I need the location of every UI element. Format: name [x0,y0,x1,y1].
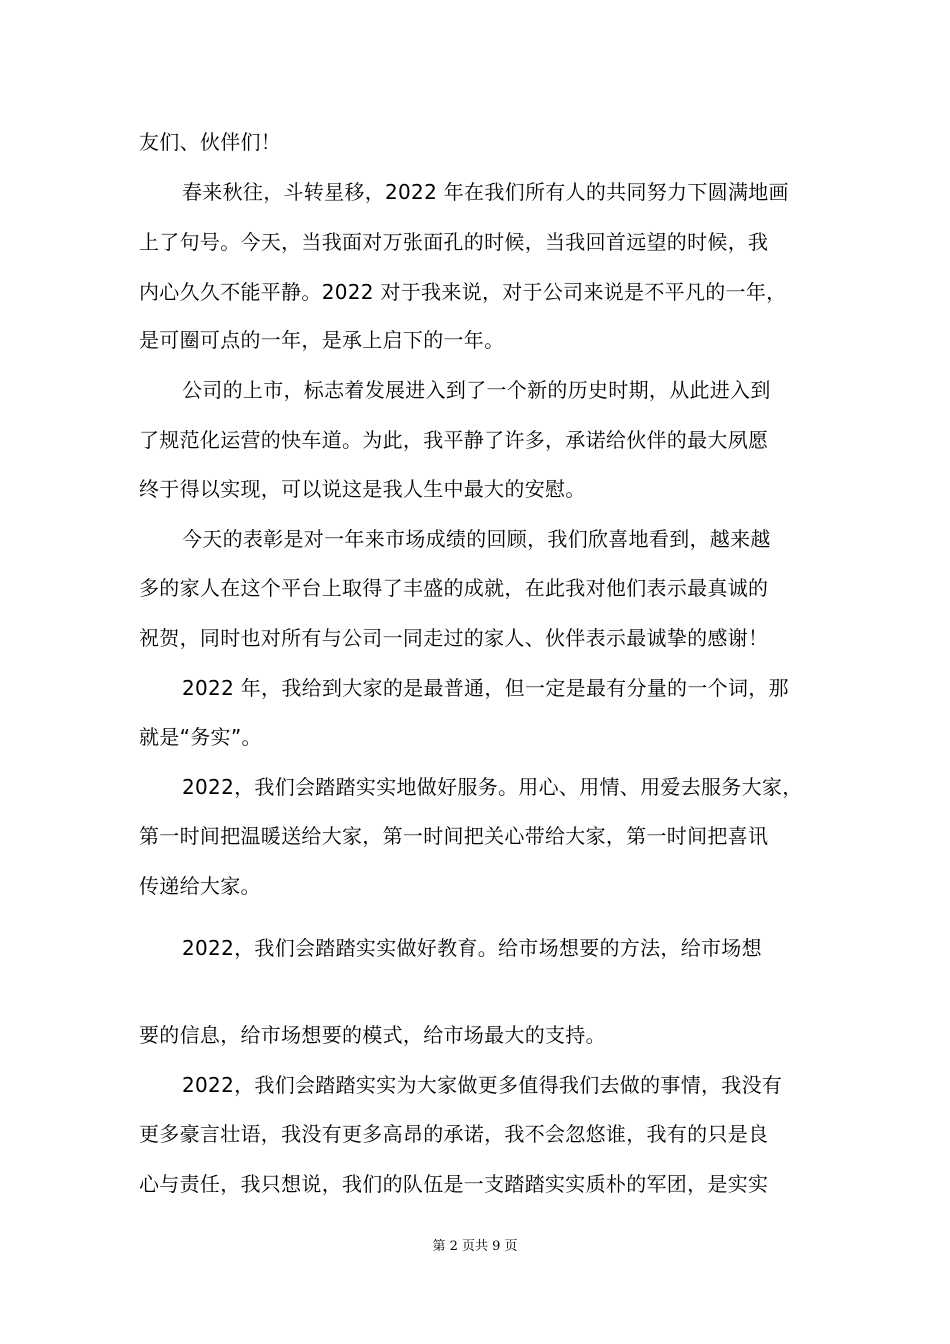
page-number-footer: 第 2 页共 9 页 [432,1239,518,1254]
paragraph-first-line: 2022，我们会踏踏实实做好教育。给市场想要的方法，给市场想 [182,936,762,960]
body-text-line: 是可圈可点的一年，是承上启下的一年。 [139,328,505,352]
body-text-line: 内心久久不能平静。2022 对于我来说，对于公司来说是不平凡的一年， [139,280,787,304]
paragraph-first-line: 今天的表彰是对一年来市场成绩的回顾，我们欣喜地看到，越来越 [182,527,771,551]
paragraph-first-line: 春来秋往，斗转星移，2022 年在我们所有人的共同努力下圆满地画 [182,180,789,204]
body-text-line: 终于得以实现，可以说这是我人生中最大的安慰。 [139,477,586,501]
paragraph-first-line: 公司的上市，标志着发展进入到了一个新的历史时期，从此进入到 [182,378,771,402]
body-text-line: 第一时间把温暖送给大家，第一时间把关心带给大家，第一时间把喜讯 [139,824,769,848]
body-text-line: 更多豪言壮语，我没有更多高昂的承诺，我不会忽悠谁，我有的只是良 [139,1122,769,1146]
body-text-line: 心与责任，我只想说，我们的队伍是一支踏踏实实质朴的军团，是实实 [139,1172,769,1196]
body-text-line: 祝贺，同时也对所有与公司一同走过的家人、伙伴表示最诚挚的感谢！ [139,626,769,650]
paragraph-first-line: 2022，我们会踏踏实实地做好服务。用心、用情、用爱去服务大家， [182,775,803,799]
paragraph-first-line: 2022，我们会踏踏实实为大家做更多值得我们去做的事情，我没有 [182,1073,783,1097]
body-text-line: 上了句号。今天，当我面对万张面孔的时候，当我回首远望的时候，我 [139,230,769,254]
body-text-line: 了规范化运营的快车道。为此，我平静了许多，承诺给伙伴的最大夙愿 [139,428,769,452]
body-text-line: 就是“务实”。 [139,725,262,749]
body-text-line: 传递给大家。 [139,874,261,898]
body-text-line: 要的信息，给市场想要的模式，给市场最大的支持。 [139,1023,606,1047]
body-text-line: 多的家人在这个平台上取得了丰盛的成就，在此我对他们表示最真诚的 [139,576,769,600]
body-text-line: 友们、伙伴们！ [139,130,282,154]
paragraph-first-line: 2022 年，我给到大家的是最普通，但一定是最有分量的一个词，那 [182,676,789,700]
